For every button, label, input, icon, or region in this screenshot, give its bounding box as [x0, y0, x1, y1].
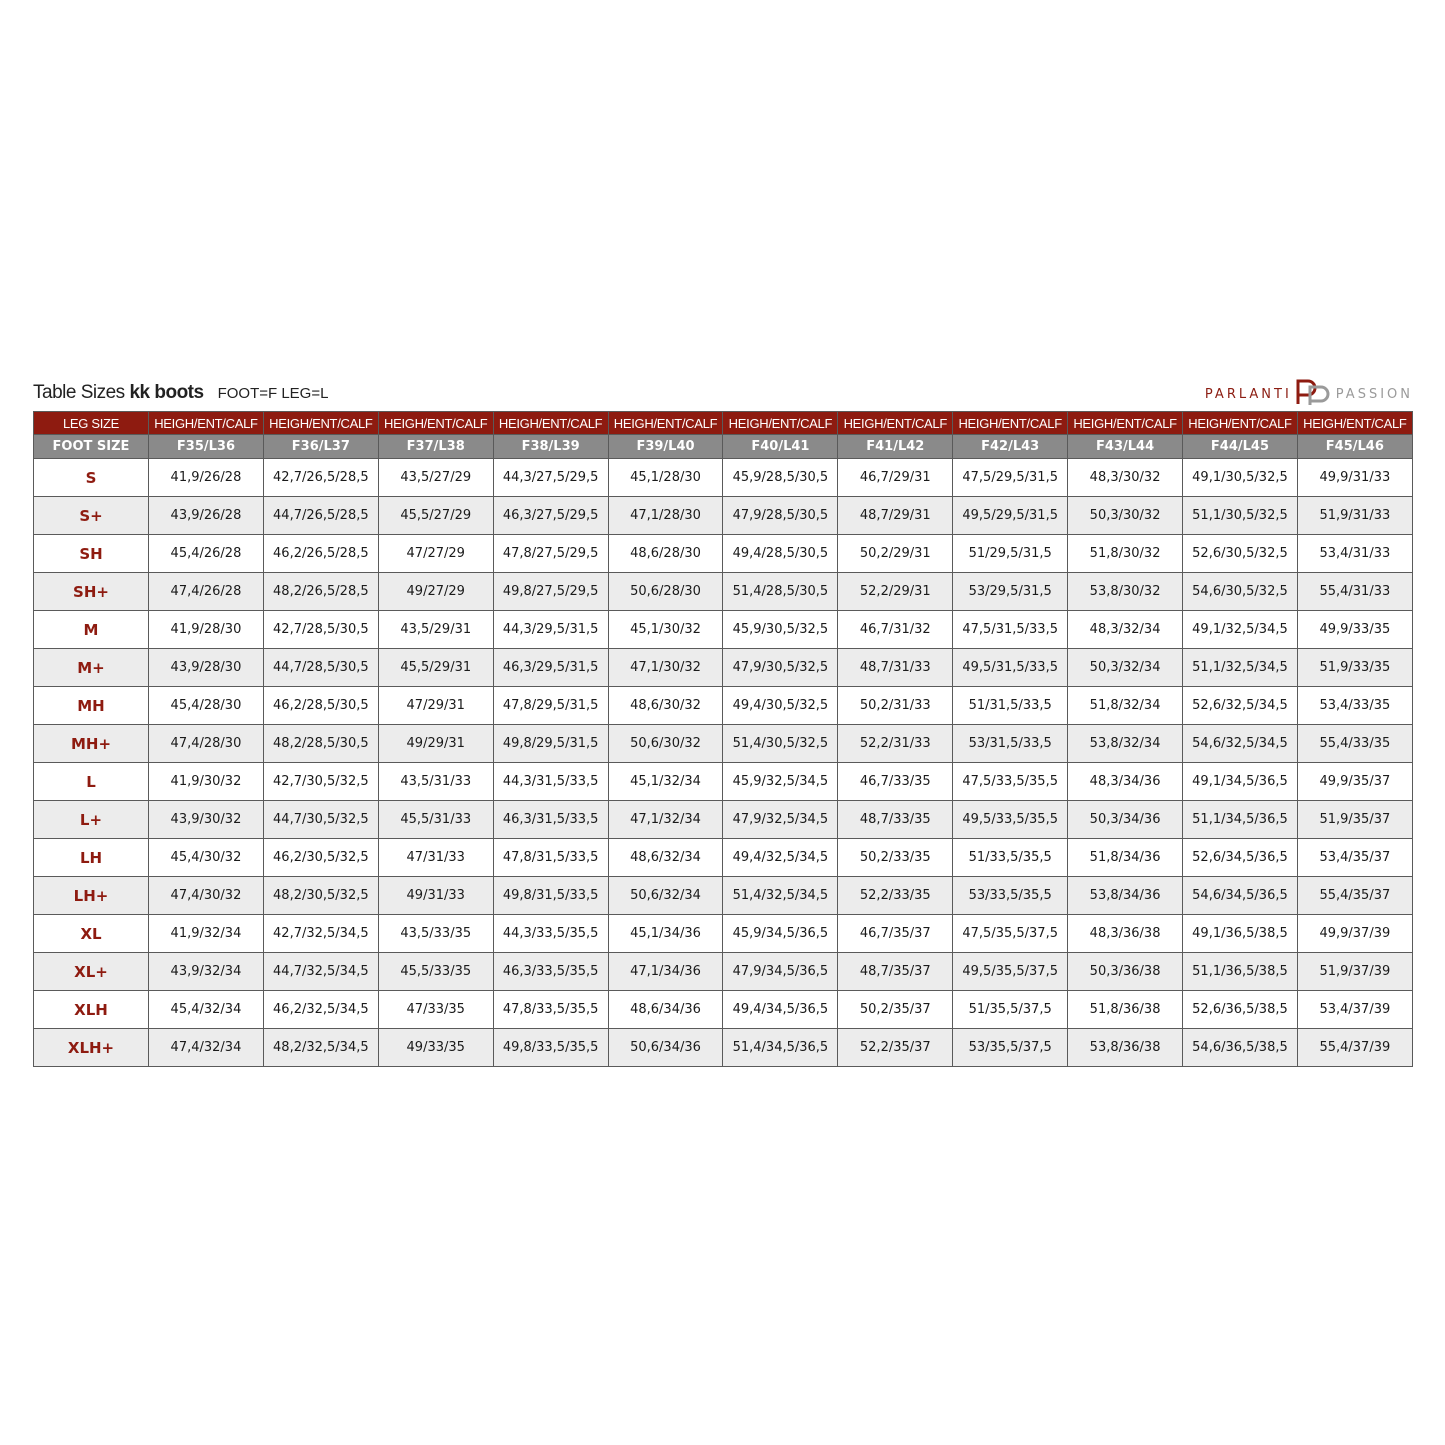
leg-size-label: XLH+ — [34, 1029, 149, 1067]
measurement-cell: 43,9/30/32 — [149, 801, 264, 839]
measurement-cell: 51,8/34/36 — [1068, 839, 1183, 877]
measurement-cell: 55,4/31/33 — [1297, 573, 1412, 611]
measurement-cell: 44,3/31,5/33,5 — [493, 763, 608, 801]
table-row — [34, 763, 1413, 801]
measurement-cell: 49,8/29,5/31,5 — [493, 725, 608, 763]
measurement-cell: 45,1/34/36 — [608, 915, 723, 953]
measurement-cell: 51,1/32,5/34,5 — [1183, 649, 1298, 687]
measurement-cell: 49,9/37/39 — [1297, 915, 1412, 953]
measurement-cell: 47,9/28,5/30,5 — [723, 497, 838, 535]
measurement-cell: 43,9/28/30 — [149, 649, 264, 687]
measurement-cell: 48,2/32,5/34,5 — [263, 1029, 378, 1067]
measurement-cell: 48,6/30/32 — [608, 687, 723, 725]
measurement-cell: 51,8/30/32 — [1068, 535, 1183, 573]
foot-size-column-header: F42/L43 — [953, 435, 1068, 459]
measurement-cell: 46,7/31/32 — [838, 611, 953, 649]
measurement-cell: 45,1/30/32 — [608, 611, 723, 649]
measurement-cell: 52,2/29/31 — [838, 573, 953, 611]
table-row — [34, 877, 1413, 915]
size-table-body — [34, 459, 1413, 1067]
measurement-cell: 48,3/32/34 — [1068, 611, 1183, 649]
foot-size-column-header: F37/L38 — [378, 435, 493, 459]
leg-size-label: S — [34, 459, 149, 497]
measurement-cell: 43,9/32/34 — [149, 953, 264, 991]
measurement-cell: 47,8/29,5/31,5 — [493, 687, 608, 725]
column-measure-header: HEIGH/ENT/CALF — [493, 412, 608, 435]
leg-size-label: XL — [34, 915, 149, 953]
table-row — [34, 535, 1413, 573]
measurement-cell: 47,1/32/34 — [608, 801, 723, 839]
title-bar — [33, 380, 1413, 410]
measurement-cell: 50,6/28/30 — [608, 573, 723, 611]
leg-size-label: M — [34, 611, 149, 649]
table-row — [34, 687, 1413, 725]
measurement-cell: 46,3/27,5/29,5 — [493, 497, 608, 535]
measurement-cell: 48,7/35/37 — [838, 953, 953, 991]
column-measure-header: HEIGH/ENT/CALF — [838, 412, 953, 435]
measurement-cell: 45,9/28,5/30,5 — [723, 459, 838, 497]
measurement-cell: 43,5/27/29 — [378, 459, 493, 497]
column-measure-header: HEIGH/ENT/CALF — [1068, 412, 1183, 435]
measurement-cell: 44,7/32,5/34,5 — [263, 953, 378, 991]
size-table — [33, 411, 1413, 1067]
measurement-cell: 51,9/33/35 — [1297, 649, 1412, 687]
leg-size-label: L+ — [34, 801, 149, 839]
measurement-cell: 49,5/33,5/35,5 — [953, 801, 1068, 839]
measurement-cell: 50,6/32/34 — [608, 877, 723, 915]
measurement-cell: 53,4/31/33 — [1297, 535, 1412, 573]
measurement-cell: 51/31,5/33,5 — [953, 687, 1068, 725]
measurement-cell: 51,8/36/38 — [1068, 991, 1183, 1029]
measurement-cell: 48,6/34/36 — [608, 991, 723, 1029]
measurement-cell: 47,5/29,5/31,5 — [953, 459, 1068, 497]
measurement-cell: 51,1/34,5/36,5 — [1183, 801, 1298, 839]
pp-monogram-icon — [1294, 378, 1334, 410]
measurement-cell: 43,9/26/28 — [149, 497, 264, 535]
measurement-cell: 48,2/30,5/32,5 — [263, 877, 378, 915]
measurement-cell: 54,6/30,5/32,5 — [1183, 573, 1298, 611]
table-row — [34, 725, 1413, 763]
foot-size-column-header: F38/L39 — [493, 435, 608, 459]
leg-size-header-row — [34, 412, 1413, 435]
measurement-cell: 42,7/26,5/28,5 — [263, 459, 378, 497]
measurement-cell: 50,2/35/37 — [838, 991, 953, 1029]
measurement-cell: 51,9/31/33 — [1297, 497, 1412, 535]
measurement-cell: 49,9/33/35 — [1297, 611, 1412, 649]
measurement-cell: 46,2/26,5/28,5 — [263, 535, 378, 573]
foot-size-column-header: F43/L44 — [1068, 435, 1183, 459]
brand-logo — [1205, 380, 1413, 408]
measurement-cell: 49,5/29,5/31,5 — [953, 497, 1068, 535]
measurement-cell: 45,9/30,5/32,5 — [723, 611, 838, 649]
measurement-cell: 49,4/34,5/36,5 — [723, 991, 838, 1029]
measurement-cell: 47,5/33,5/35,5 — [953, 763, 1068, 801]
measurement-cell: 43,5/33/35 — [378, 915, 493, 953]
title-prefix: Table Sizes — [33, 382, 130, 403]
measurement-cell: 46,7/33/35 — [838, 763, 953, 801]
measurement-cell: 48,3/34/36 — [1068, 763, 1183, 801]
measurement-cell: 51/29,5/31,5 — [953, 535, 1068, 573]
measurement-cell: 45,9/32,5/34,5 — [723, 763, 838, 801]
measurement-cell: 53,4/35/37 — [1297, 839, 1412, 877]
measurement-cell: 44,7/30,5/32,5 — [263, 801, 378, 839]
measurement-cell: 50,2/31/33 — [838, 687, 953, 725]
measurement-cell: 41,9/30/32 — [149, 763, 264, 801]
measurement-cell: 49,4/32,5/34,5 — [723, 839, 838, 877]
table-row — [34, 497, 1413, 535]
column-measure-header: HEIGH/ENT/CALF — [953, 412, 1068, 435]
measurement-cell: 52,6/34,5/36,5 — [1183, 839, 1298, 877]
measurement-cell: 54,6/34,5/36,5 — [1183, 877, 1298, 915]
measurement-cell: 46,3/31,5/33,5 — [493, 801, 608, 839]
measurement-cell: 51,1/30,5/32,5 — [1183, 497, 1298, 535]
measurement-cell: 45,4/32/34 — [149, 991, 264, 1029]
leg-size-label: XL+ — [34, 953, 149, 991]
measurement-cell: 47,1/34/36 — [608, 953, 723, 991]
table-row — [34, 839, 1413, 877]
measurement-cell: 49/27/29 — [378, 573, 493, 611]
measurement-cell: 49,8/31,5/33,5 — [493, 877, 608, 915]
measurement-cell: 53,8/34/36 — [1068, 877, 1183, 915]
measurement-cell: 51/35,5/37,5 — [953, 991, 1068, 1029]
logo-tagline-text: PASSION — [1335, 386, 1413, 402]
measurement-cell: 48,2/28,5/30,5 — [263, 725, 378, 763]
measurement-cell: 52,2/31/33 — [838, 725, 953, 763]
measurement-cell: 46,3/33,5/35,5 — [493, 953, 608, 991]
measurement-cell: 47,1/28/30 — [608, 497, 723, 535]
measurement-cell: 45,9/34,5/36,5 — [723, 915, 838, 953]
leg-size-label: LH+ — [34, 877, 149, 915]
measurement-cell: 47/33/35 — [378, 991, 493, 1029]
measurement-cell: 48,7/31/33 — [838, 649, 953, 687]
measurement-cell: 53,8/36/38 — [1068, 1029, 1183, 1067]
measurement-cell: 52,2/33/35 — [838, 877, 953, 915]
foot-size-column-header: F39/L40 — [608, 435, 723, 459]
measurement-cell: 49,4/30,5/32,5 — [723, 687, 838, 725]
measurement-cell: 49/31/33 — [378, 877, 493, 915]
foot-size-header-row — [34, 435, 1413, 459]
measurement-cell: 45,4/26/28 — [149, 535, 264, 573]
measurement-cell: 47,4/32/34 — [149, 1029, 264, 1067]
measurement-cell: 47,5/31,5/33,5 — [953, 611, 1068, 649]
measurement-cell: 45,1/28/30 — [608, 459, 723, 497]
measurement-cell: 52,6/30,5/32,5 — [1183, 535, 1298, 573]
measurement-cell: 50,6/30/32 — [608, 725, 723, 763]
measurement-cell: 45,5/29/31 — [378, 649, 493, 687]
measurement-cell: 47,4/28/30 — [149, 725, 264, 763]
leg-size-label: MH — [34, 687, 149, 725]
table-row — [34, 953, 1413, 991]
measurement-cell: 44,3/29,5/31,5 — [493, 611, 608, 649]
leg-size-label: LH — [34, 839, 149, 877]
title-bold: kk boots — [129, 382, 204, 403]
table-row — [34, 991, 1413, 1029]
foot-size-header: FOOT SIZE — [34, 435, 149, 459]
logo-brand-text: PARLANTI — [1204, 386, 1292, 402]
measurement-cell: 51,4/30,5/32,5 — [723, 725, 838, 763]
foot-size-column-header: F36/L37 — [263, 435, 378, 459]
measurement-cell: 51,4/28,5/30,5 — [723, 573, 838, 611]
measurement-cell: 48,2/26,5/28,5 — [263, 573, 378, 611]
measurement-cell: 41,9/32/34 — [149, 915, 264, 953]
measurement-cell: 41,9/28/30 — [149, 611, 264, 649]
table-row — [34, 1029, 1413, 1067]
table-row — [34, 459, 1413, 497]
measurement-cell: 48,3/30/32 — [1068, 459, 1183, 497]
leg-size-label: MH+ — [34, 725, 149, 763]
foot-size-column-header: F45/L46 — [1297, 435, 1412, 459]
measurement-cell: 47,8/27,5/29,5 — [493, 535, 608, 573]
measurement-cell: 47/31/33 — [378, 839, 493, 877]
measurement-cell: 49,9/35/37 — [1297, 763, 1412, 801]
column-measure-header: HEIGH/ENT/CALF — [263, 412, 378, 435]
measurement-cell: 45,4/28/30 — [149, 687, 264, 725]
measurement-cell: 42,7/30,5/32,5 — [263, 763, 378, 801]
measurement-cell: 50,6/34/36 — [608, 1029, 723, 1067]
measurement-cell: 48,3/36/38 — [1068, 915, 1183, 953]
measurement-cell: 55,4/35/37 — [1297, 877, 1412, 915]
measurement-cell: 44,7/28,5/30,5 — [263, 649, 378, 687]
measurement-cell: 53,8/32/34 — [1068, 725, 1183, 763]
measurement-cell: 49,4/28,5/30,5 — [723, 535, 838, 573]
measurement-cell: 51,8/32/34 — [1068, 687, 1183, 725]
measurement-cell: 48,7/33/35 — [838, 801, 953, 839]
measurement-cell: 43,5/31/33 — [378, 763, 493, 801]
measurement-cell: 47,4/26/28 — [149, 573, 264, 611]
foot-size-column-header: F41/L42 — [838, 435, 953, 459]
leg-size-label: S+ — [34, 497, 149, 535]
table-row — [34, 915, 1413, 953]
column-measure-header: HEIGH/ENT/CALF — [378, 412, 493, 435]
measurement-cell: 53,4/37/39 — [1297, 991, 1412, 1029]
measurement-cell: 53/35,5/37,5 — [953, 1029, 1068, 1067]
measurement-cell: 52,6/36,5/38,5 — [1183, 991, 1298, 1029]
column-measure-header: HEIGH/ENT/CALF — [608, 412, 723, 435]
measurement-cell: 41,9/26/28 — [149, 459, 264, 497]
measurement-cell: 49,1/36,5/38,5 — [1183, 915, 1298, 953]
measurement-cell: 42,7/28,5/30,5 — [263, 611, 378, 649]
measurement-cell: 49,8/33,5/35,5 — [493, 1029, 608, 1067]
measurement-cell: 49/33/35 — [378, 1029, 493, 1067]
measurement-cell: 46,3/29,5/31,5 — [493, 649, 608, 687]
measurement-cell: 44,3/27,5/29,5 — [493, 459, 608, 497]
measurement-cell: 53,4/33/35 — [1297, 687, 1412, 725]
measurement-cell: 45,5/27/29 — [378, 497, 493, 535]
measurement-cell: 45,1/32/34 — [608, 763, 723, 801]
measurement-cell: 55,4/33/35 — [1297, 725, 1412, 763]
measurement-cell: 46,2/32,5/34,5 — [263, 991, 378, 1029]
measurement-cell: 42,7/32,5/34,5 — [263, 915, 378, 953]
measurement-cell: 53/31,5/33,5 — [953, 725, 1068, 763]
measurement-cell: 49,9/31/33 — [1297, 459, 1412, 497]
foot-size-column-header: F40/L41 — [723, 435, 838, 459]
column-measure-header: HEIGH/ENT/CALF — [149, 412, 264, 435]
measurement-cell: 47,1/30/32 — [608, 649, 723, 687]
measurement-cell: 52,2/35/37 — [838, 1029, 953, 1067]
measurement-cell: 55,4/37/39 — [1297, 1029, 1412, 1067]
measurement-cell: 51,4/32,5/34,5 — [723, 877, 838, 915]
measurement-cell: 50,2/29/31 — [838, 535, 953, 573]
measurement-cell: 49,1/30,5/32,5 — [1183, 459, 1298, 497]
table-row — [34, 649, 1413, 687]
column-measure-header: HEIGH/ENT/CALF — [1183, 412, 1298, 435]
measurement-cell: 47,4/30/32 — [149, 877, 264, 915]
measurement-cell: 49,1/34,5/36,5 — [1183, 763, 1298, 801]
foot-size-column-header: F35/L36 — [149, 435, 264, 459]
measurement-cell: 47,8/31,5/33,5 — [493, 839, 608, 877]
measurement-cell: 49,5/35,5/37,5 — [953, 953, 1068, 991]
measurement-cell: 45,5/31/33 — [378, 801, 493, 839]
measurement-cell: 44,7/26,5/28,5 — [263, 497, 378, 535]
measurement-cell: 50,3/34/36 — [1068, 801, 1183, 839]
leg-size-label: M+ — [34, 649, 149, 687]
measurement-cell: 54,6/36,5/38,5 — [1183, 1029, 1298, 1067]
measurement-cell: 51,1/36,5/38,5 — [1183, 953, 1298, 991]
measurement-cell: 49,5/31,5/33,5 — [953, 649, 1068, 687]
leg-size-label: SH — [34, 535, 149, 573]
leg-size-header: LEG SIZE — [34, 412, 149, 435]
table-row — [34, 611, 1413, 649]
measurement-cell: 51,9/37/39 — [1297, 953, 1412, 991]
measurement-cell: 47,9/30,5/32,5 — [723, 649, 838, 687]
measurement-cell: 46,7/29/31 — [838, 459, 953, 497]
leg-size-label: SH+ — [34, 573, 149, 611]
measurement-cell: 46,2/28,5/30,5 — [263, 687, 378, 725]
measurement-cell: 46,7/35/37 — [838, 915, 953, 953]
measurement-cell: 47,9/34,5/36,5 — [723, 953, 838, 991]
measurement-cell: 54,6/32,5/34,5 — [1183, 725, 1298, 763]
column-measure-header: HEIGH/ENT/CALF — [723, 412, 838, 435]
measurement-cell: 45,4/30/32 — [149, 839, 264, 877]
measurement-cell: 44,3/33,5/35,5 — [493, 915, 608, 953]
measurement-cell: 47,8/33,5/35,5 — [493, 991, 608, 1029]
foot-size-column-header: F44/L45 — [1183, 435, 1298, 459]
measurement-cell: 53/33,5/35,5 — [953, 877, 1068, 915]
measurement-cell: 49,1/32,5/34,5 — [1183, 611, 1298, 649]
measurement-cell: 50,3/30/32 — [1068, 497, 1183, 535]
leg-size-label: XLH — [34, 991, 149, 1029]
measurement-cell: 47/27/29 — [378, 535, 493, 573]
leg-size-label: L — [34, 763, 149, 801]
measurement-cell: 43,5/29/31 — [378, 611, 493, 649]
measurement-cell: 51,9/35/37 — [1297, 801, 1412, 839]
table-row — [34, 573, 1413, 611]
column-measure-header: HEIGH/ENT/CALF — [1297, 412, 1412, 435]
measurement-cell: 53,8/30/32 — [1068, 573, 1183, 611]
measurement-cell: 52,6/32,5/34,5 — [1183, 687, 1298, 725]
measurement-cell: 50,2/33/35 — [838, 839, 953, 877]
measurement-cell: 50,3/36/38 — [1068, 953, 1183, 991]
measurement-cell: 49/29/31 — [378, 725, 493, 763]
measurement-cell: 46,2/30,5/32,5 — [263, 839, 378, 877]
measurement-cell: 47,5/35,5/37,5 — [953, 915, 1068, 953]
measurement-cell: 47/29/31 — [378, 687, 493, 725]
measurement-cell: 53/29,5/31,5 — [953, 573, 1068, 611]
measurement-cell: 50,3/32/34 — [1068, 649, 1183, 687]
page-title — [33, 382, 328, 404]
measurement-cell: 45,5/33/35 — [378, 953, 493, 991]
measurement-cell: 49,8/27,5/29,5 — [493, 573, 608, 611]
measurement-cell: 48,7/29/31 — [838, 497, 953, 535]
measurement-cell: 47,9/32,5/34,5 — [723, 801, 838, 839]
measurement-cell: 51,4/34,5/36,5 — [723, 1029, 838, 1067]
table-row — [34, 801, 1413, 839]
measurement-cell: 48,6/28/30 — [608, 535, 723, 573]
title-legend: FOOT=F LEG=L — [217, 385, 329, 402]
measurement-cell: 51/33,5/35,5 — [953, 839, 1068, 877]
measurement-cell: 48,6/32/34 — [608, 839, 723, 877]
